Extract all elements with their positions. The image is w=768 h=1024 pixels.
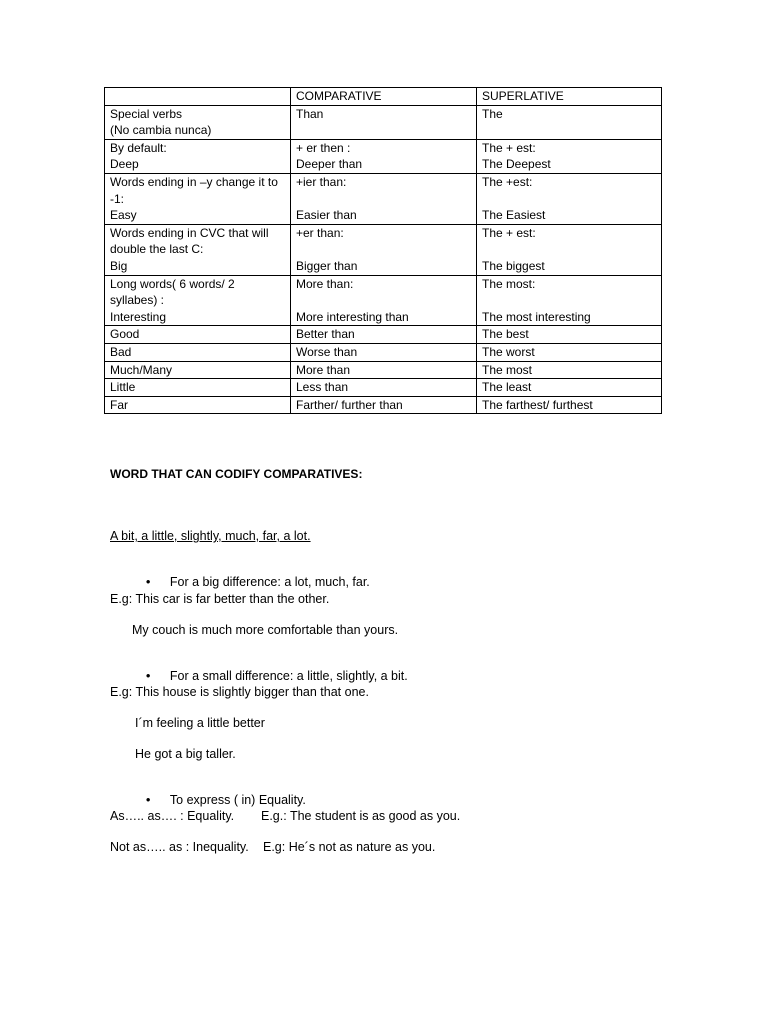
table-cell: Farther/ further than bbox=[291, 396, 477, 414]
table-cell: Far bbox=[105, 396, 291, 414]
table-cell: +ier than: Easier than bbox=[291, 173, 477, 224]
table-row bbox=[105, 173, 662, 224]
table-cell: + er then : Deeper than bbox=[291, 139, 477, 173]
table-cell: Words ending in CVC that will double the last C: Big bbox=[105, 224, 291, 275]
example-line: I´m feeling a little better bbox=[135, 716, 265, 730]
table-cell: Words ending in –y change it to -1: Easy bbox=[105, 173, 291, 224]
section-heading: WORD THAT CAN CODIFY COMPARATIVES: bbox=[110, 467, 363, 481]
table-cell: Bad bbox=[105, 343, 291, 361]
bullet-text: For a small difference: a little, slightly, a bit. bbox=[169, 669, 408, 683]
table-row bbox=[105, 396, 662, 414]
table-row bbox=[105, 139, 662, 173]
header-cell-superlative: SUPERLATIVE bbox=[477, 88, 662, 106]
table-cell: Worse than bbox=[291, 343, 477, 361]
table-cell: Good bbox=[105, 326, 291, 344]
table-row bbox=[105, 275, 662, 326]
example-line: E.g: This house is slightly bigger than that one. bbox=[110, 685, 369, 699]
example-line: He got a big taller. bbox=[135, 747, 236, 761]
table-cell: Than bbox=[291, 105, 477, 139]
table-row bbox=[105, 361, 662, 379]
table-cell: The best bbox=[477, 326, 662, 344]
bullet-text: To express ( in) Equality. bbox=[169, 793, 306, 807]
table-cell: The least bbox=[477, 379, 662, 397]
table-cell: The bbox=[477, 105, 662, 139]
table-cell: Little bbox=[105, 379, 291, 397]
table-cell: The worst bbox=[477, 343, 662, 361]
table-row bbox=[105, 224, 662, 275]
table-cell: By default: Deep bbox=[105, 139, 291, 173]
header-cell-empty bbox=[105, 88, 291, 106]
example-line: My couch is much more comfortable than yours. bbox=[132, 623, 399, 637]
bullet-icon: • bbox=[145, 792, 151, 807]
table-cell: Much/Many bbox=[105, 361, 291, 379]
table-cell: The + est: The biggest bbox=[477, 224, 662, 275]
bullet-icon: • bbox=[145, 668, 151, 683]
table-cell: Special verbs (No cambia nunca) bbox=[105, 105, 291, 139]
table-cell: More than bbox=[291, 361, 477, 379]
table-cell: Long words( 6 words/ 2 syllabes) : Interesting bbox=[105, 275, 291, 326]
example-line: E.g: This car is far better than the other. bbox=[110, 592, 330, 606]
table-cell: Better than bbox=[291, 326, 477, 344]
table-row bbox=[105, 105, 662, 139]
bullet-text: For a big difference: a lot, much, far. bbox=[169, 575, 370, 589]
table-row bbox=[105, 379, 662, 397]
table-cell: The +est: The Easiest bbox=[477, 173, 662, 224]
bullet-icon: • bbox=[145, 574, 151, 589]
table-row bbox=[105, 326, 662, 344]
table-cell: The most: The most interesting bbox=[477, 275, 662, 326]
table-row bbox=[105, 343, 662, 361]
table-header-row bbox=[105, 88, 662, 106]
table-cell: The most bbox=[477, 361, 662, 379]
equality-rule: As….. as…. : Equality. bbox=[110, 809, 235, 823]
table-cell: The + est: The Deepest bbox=[477, 139, 662, 173]
table-cell: More than: More interesting than bbox=[291, 275, 477, 326]
table-cell: Less than bbox=[291, 379, 477, 397]
table-cell: +er than: Bigger than bbox=[291, 224, 477, 275]
header-cell-comparative: COMPARATIVE bbox=[291, 88, 477, 106]
modifiers-list: A bit, a little, slightly, much, far, a lot. bbox=[110, 529, 311, 543]
inequality-rule: Not as….. as : Inequality. bbox=[110, 840, 249, 854]
equality-example: E.g.: The student is as good as you. bbox=[261, 809, 461, 823]
inequality-example: E.g: He´s not as nature as you. bbox=[263, 840, 436, 854]
table-cell: The farthest/ furthest bbox=[477, 396, 662, 414]
comparatives-table bbox=[104, 87, 662, 414]
